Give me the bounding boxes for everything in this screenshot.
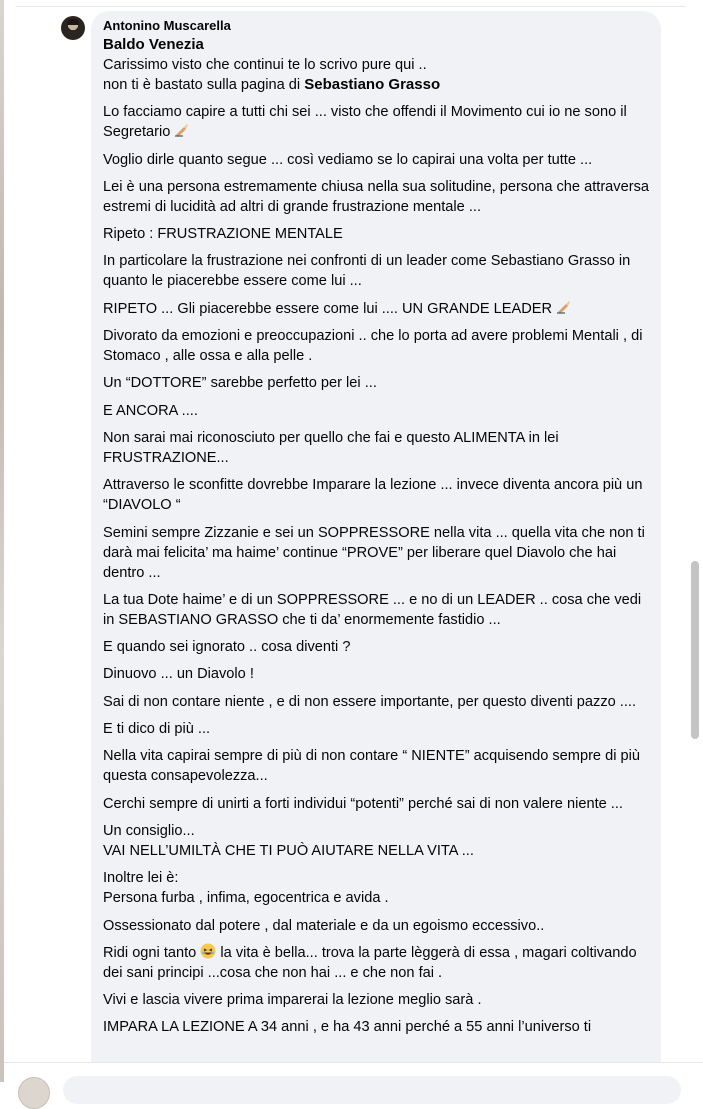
text-line: VAI NELL’UMILTÀ CHE TI PUÒ AIUTARE NELLA VITA ... bbox=[103, 842, 474, 859]
paragraph: Lei è una persona estremamente chiusa nella sua solitudine, persona che attraversa estremi di lucidità ad altri di grande frustrazione mentale ... bbox=[103, 178, 649, 215]
paragraph: La tua Dote haime’ e di un SOPPRESSORE ... e no di un LEADER .. cosa che vedi in SEBASTIANO GRASSO che ti da’ enormemente fastidio ... bbox=[103, 591, 642, 628]
laughing-emoji-icon bbox=[200, 943, 216, 959]
paragraph: E ANCORA .... bbox=[103, 402, 198, 419]
paragraph: Nella vita capirai sempre di più di non contare “ NIENTE” acquisendo sempre di più questa consapevolezza... bbox=[103, 748, 640, 785]
paragraph: Dinuovo ... un Diavolo ! bbox=[103, 666, 254, 683]
avatar-hair bbox=[67, 19, 79, 25]
paragraph bbox=[103, 102, 655, 142]
paragraph: E quando sei ignorato .. cosa diventi ? bbox=[103, 639, 351, 656]
text-line: Un consiglio... bbox=[103, 822, 195, 839]
text-line: RIPETO ... Gli piacerebbe essere come lui .... UN GRANDE LEADER bbox=[103, 300, 557, 317]
scrollbar-thumb[interactable] bbox=[691, 561, 699, 739]
text-line: Ridi ogni tanto bbox=[103, 944, 201, 961]
paragraph: IMPARA LA LEZIONE A 34 anni , e ha 43 anni perché a 55 anni l’universo ti bbox=[103, 1019, 592, 1036]
author-name[interactable]: Antonino Muscarella bbox=[103, 18, 231, 33]
text-line: non ti è bastato sulla pagina di bbox=[103, 77, 305, 93]
paragraph: Ripeto : FRUSTRAZIONE MENTALE bbox=[103, 226, 343, 243]
paragraph bbox=[103, 868, 655, 908]
paragraph: In particolare la frustrazione nei confronti di un leader come Sebastiano Grasso in quanto le piacerebbe essere come lui ... bbox=[103, 253, 631, 290]
mention-link[interactable]: Sebastiano Grasso bbox=[304, 76, 441, 93]
paragraph bbox=[103, 35, 655, 95]
text-line: la vita è bella... trova la parte lèggerà di essa , magari coltivando dei sani principi ...cosa che non hai ... e che non fai . bbox=[103, 944, 637, 981]
text-line: Inoltre lei è: bbox=[103, 870, 179, 887]
paragraph: Semini sempre Zizzanie e sei un SOPPRESSORE nella vita ... quella vita che non ti darà mai felicita’ ma haime’ continue “PROVE” per liberare quel Diavolo che hai dentro ... bbox=[103, 524, 645, 581]
writing-hand-emoji-icon bbox=[556, 299, 572, 315]
paragraph: Un “DOTTORE” sarebbe perfetto per lei ... bbox=[103, 375, 377, 392]
avatar[interactable] bbox=[61, 16, 85, 40]
paragraph: Cerchi sempre di unirti a forti individui “potenti” perché sai di non valere niente ... bbox=[103, 795, 623, 812]
paragraph: Sai di non contare niente , e di non essere importante, per questo diventi pazzo .... bbox=[103, 693, 636, 710]
text-line: Persona furba , infima, egocentrica e avida . bbox=[103, 890, 389, 907]
text-line: Carissimo visto che continui te lo scrivo pure qui .. bbox=[103, 57, 427, 73]
paragraph: Attraverso le sconfitte dovrebbe Imparare la lezione ... invece diventa ancora più un “DIAVOLO “ bbox=[103, 477, 643, 514]
paragraph: Voglio dirle quanto segue ... così vediamo se lo capirai una volta per tutte ... bbox=[103, 151, 593, 168]
comment-body bbox=[103, 35, 655, 1045]
scrollbar[interactable] bbox=[686, 0, 703, 1082]
paragraph bbox=[103, 943, 655, 983]
text-line: Lo facciamo capire a tutti chi sei ... visto che offendi il Movimento cui io ne sono il Segretario bbox=[103, 104, 627, 141]
paragraph bbox=[103, 821, 655, 861]
paragraph: Ossessionato dal potere , dal materiale e da un egoismo eccessivo.. bbox=[103, 917, 545, 934]
divider bbox=[16, 6, 689, 7]
paragraph: Divorato da emozioni e preoccupazioni .. che lo porta ad avere problemi Mentali , di Stomaco , alle ossa e alla pelle . bbox=[103, 328, 643, 365]
paragraph: E ti dico di più ... bbox=[103, 721, 211, 738]
reply-input[interactable] bbox=[63, 1076, 681, 1104]
paragraph bbox=[103, 299, 655, 319]
paragraph: Non sarai mai riconosciuto per quello che fai e questo ALIMENTA in lei FRUSTRAZIONE... bbox=[103, 429, 559, 466]
paragraph: Vivi e lascia vivere prima imparerai la lezione meglio sarà . bbox=[103, 992, 482, 1009]
comment-bubble bbox=[91, 11, 661, 1082]
writing-hand-emoji-icon bbox=[174, 122, 190, 138]
mention-link[interactable]: Baldo Venezia bbox=[103, 36, 204, 53]
